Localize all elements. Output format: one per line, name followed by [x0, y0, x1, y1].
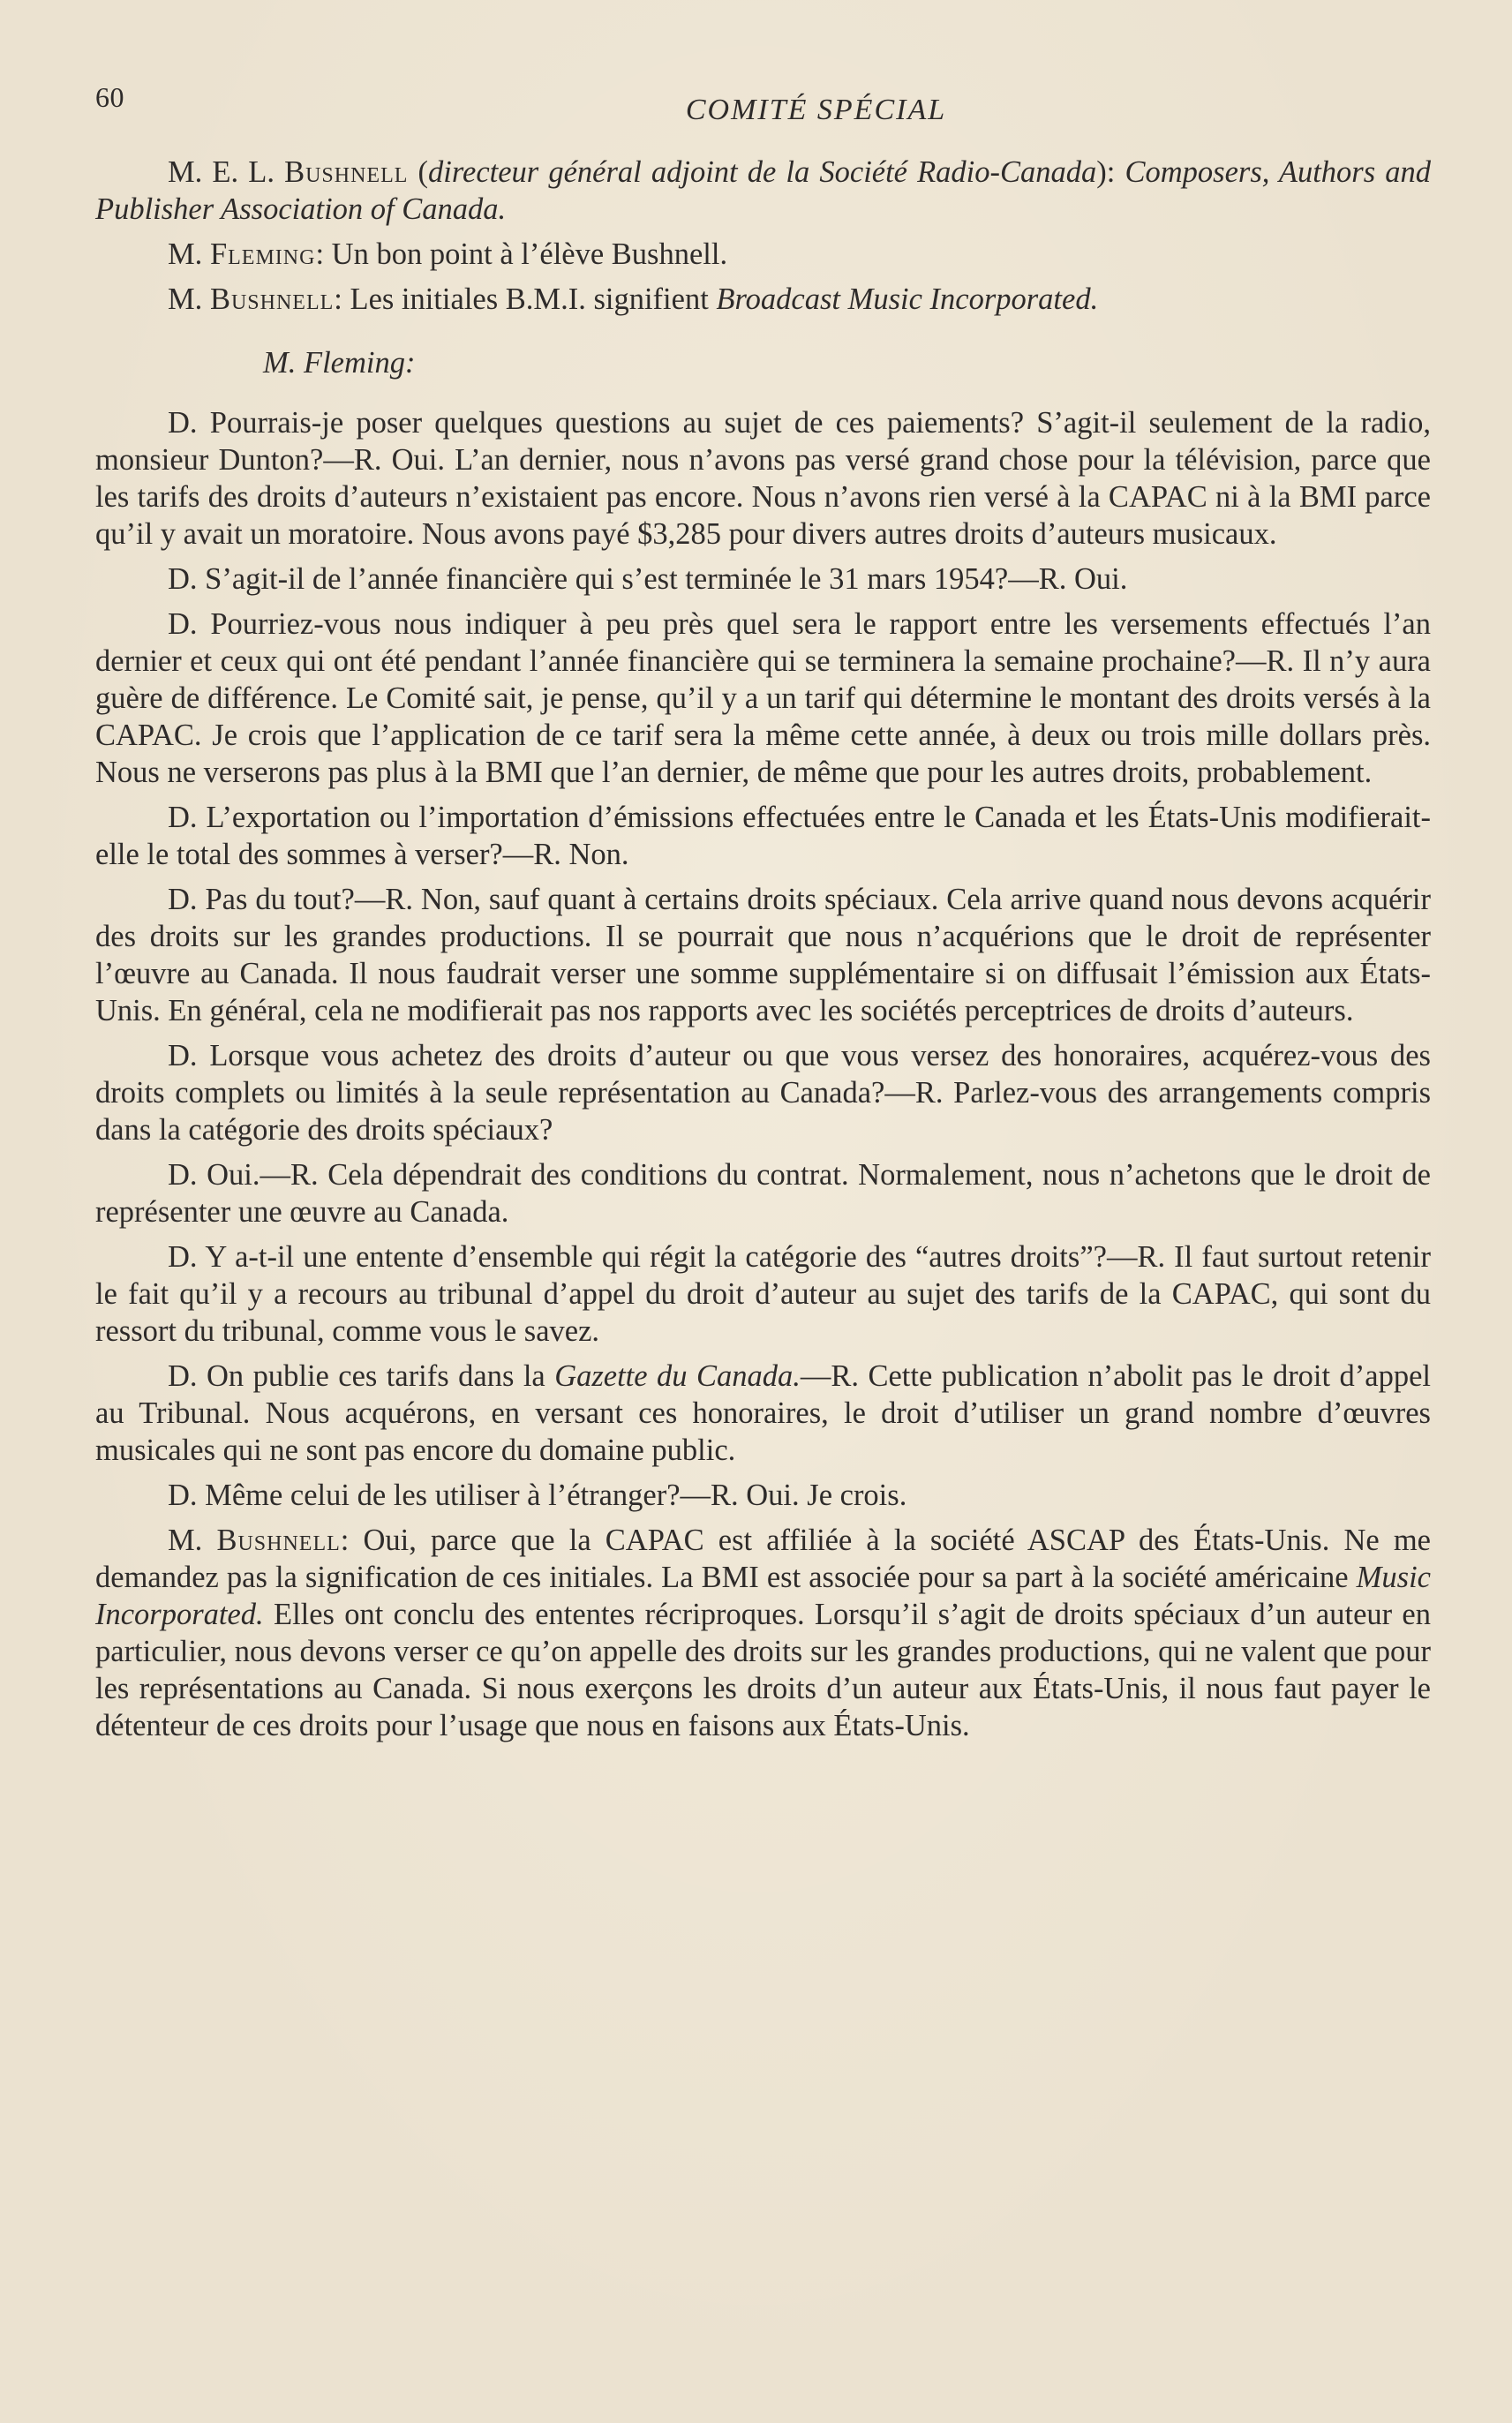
- paragraph-question-abroad: D. Même celui de les utiliser à l’étranger?—R. Oui. Je crois.: [168, 1479, 907, 1512]
- running-title: COMITÉ SPÉCIAL: [685, 94, 947, 126]
- paragraph-question-agreement: D. Y a-t-il une entente d’ensemble qui régit la catégorie des “autres droits”?—R. Il faut surtout retenir le fait qu’il y a recours au tribunal d’appel du droit d’auteur au sujet des tarifs de la CAPAC, qui sont du ressort du tribunal, comme vous le savez.: [95, 1240, 1431, 1348]
- paragraph-fleming-remark: M. Fleming: Un bon point à l’élève Bushnell.: [168, 237, 728, 271]
- speaker-name: Fleming: [209, 237, 316, 271]
- speaker-role: directeur général adjoint de la Société Radio-Canada: [428, 155, 1097, 189]
- paragraph-question-payments: D. Pourrais-je poser quelques questions au sujet de ces paiements? S’agit-il seulement de la radio, monsieur Dunton?—R. Oui. L’an dernier, nous n’avons pas versé grand chose pour la télévision, parce que les tarifs des droits d’auteurs n’existaient pas encore. Nous n’avons rien versé à la CAPAC ni à la BMI parce qu’il y avait un moratoire. Nous avons payé $3,285 pour divers autres droits d’auteurs musicaux.: [95, 406, 1431, 551]
- organization-name: Composers, Authors and Publisher Association of Canada.: [95, 155, 1432, 226]
- page-number: 60: [95, 81, 124, 113]
- paragraph-question-export: D. L’exportation ou l’importation d’émissions effectuées entre le Canada et les États-Unis modifierait-elle le total des sommes à verser?—R. Non.: [95, 801, 1431, 871]
- organization-name: Broadcast Music Incorporated.: [716, 282, 1099, 316]
- paragraph-answer-contract: D. Oui.—R. Cela dépendrait des conditions du contrat. Normalement, nous n’achetons que le droit de représenter une œuvre au Canada.: [95, 1158, 1431, 1229]
- speaker-name: Bushnell: [209, 282, 335, 316]
- speaker-name: Bushnell: [216, 1524, 341, 1557]
- organization-name: Music Incorporated.: [95, 1561, 1431, 1631]
- transcript-body: [95, 154, 1431, 1744]
- publication-name: Gazette du Canada.: [554, 1359, 801, 1393]
- paragraph-question-ratio: D. Pourriez-vous nous indiquer à peu près quel sera le rapport entre les versements effectués l’an dernier et ceux qui ont été pendant l’année financière qui se terminera la semaine prochaine?—R. Il n’y aura guère de différence. Le Comité sait, je pense, qu’il y a un tarif qui détermine le montant des droits versés à la CAPAC. Je crois que l’application de ce tarif sera la même cette année, à deux ou trois mille dollars près. Nous ne verserons pas plus à la BMI que l’an dernier, de même que pour les autres droits, probablement.: [95, 607, 1431, 789]
- paragraph-question-gazette: D. On publie ces tarifs dans la Gazette du Canada.—R. Cette publication n’abolit pas le droit d’appel au Tribunal. Nous acquérons, en versant ces honoraires, le droit d’utiliser un grand nombre d’œuvres musicales qui ne sont pas encore du domaine public.: [95, 1359, 1432, 1467]
- paragraph-question-special-rights: D. Pas du tout?—R. Non, sauf quant à certains droits spéciaux. Cela arrive quand nous devons acquérir des droits sur les grandes productions. Il se pourrait que nous n’acquérions que le droit de représenter l’œuvre au Canada. Il nous faudrait verser une somme supplémentaire si on diffusait l’émission aux États-Unis. En général, cela ne modifierait pas nos rapports avec les sociétés perceptrices de droits d’auteurs.: [95, 883, 1431, 1027]
- paragraph-bushnell-intro: M. E. L. Bushnell (directeur général adjoint de la Société Radio-Canada): Composers, Authors and Publisher Association of Canada.: [95, 155, 1432, 226]
- paragraph-bushnell-bmi: M. Bushnell: Les initiales B.M.I. signifient Broadcast Music Incorporated.: [168, 282, 1099, 316]
- paragraph-question-fiscal-year: D. S’agit-il de l’année financière qui s’est terminée le 31 mars 1954?—R. Oui.: [168, 562, 1128, 596]
- examiner-heading: M. Fleming:: [263, 346, 416, 380]
- paragraph-bushnell-ascap: M. Bushnell: Oui, parce que la CAPAC est affiliée à la société ASCAP des États-Unis. Ne me demandez pas la signification de ces initiales. La BMI est associée pour sa part à la société américaine Music Incorporated. Elles ont conclu des ententes récriproques. Lorsqu’il s’agit de droits spéciaux d’un auteur en particulier, nous devons verser ce qu’on appelle des droits sur les grandes productions, qui ne valent que pour les représentations au Canada. Si nous exerçons les droits d’un auteur aux États-Unis, il nous faut payer le détenteur de ces droits pour l’usage que nous en faisons aux États-Unis.: [95, 1524, 1431, 1742]
- running-head: [95, 81, 1431, 134]
- paragraph-question-fees: D. Lorsque vous achetez des droits d’auteur ou que vous versez des honoraires, acquérez-vous des droits complets ou limités à la seule représentation au Canada?—R. Parlez-vous des arrangements compris dans la catégorie des droits spéciaux?: [95, 1039, 1431, 1147]
- speaker-name: Bushnell: [284, 155, 409, 189]
